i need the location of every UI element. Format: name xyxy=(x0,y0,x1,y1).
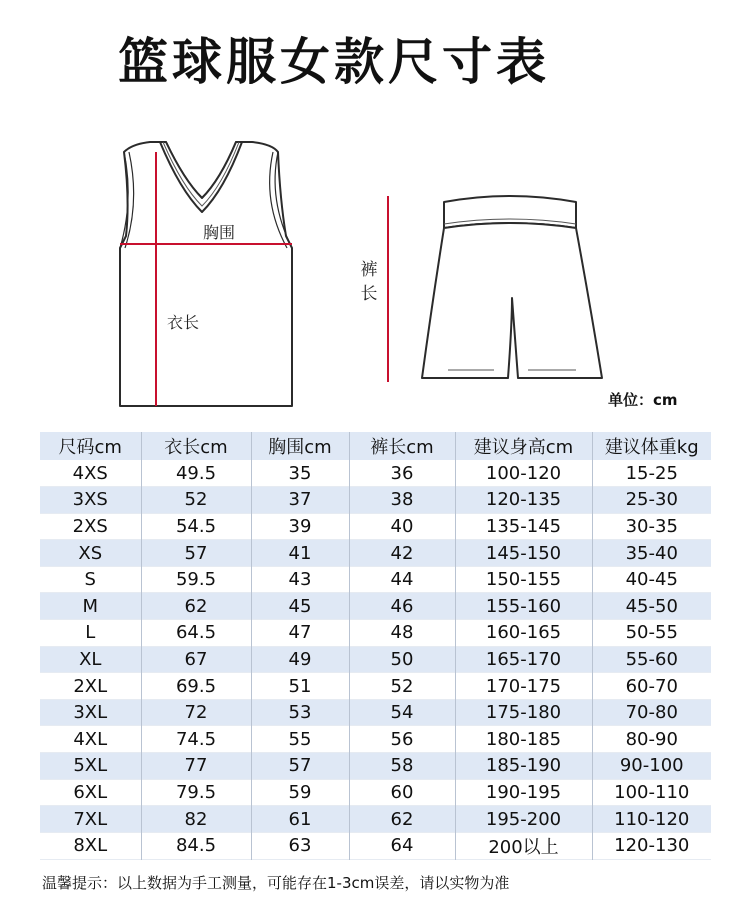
pants-length-label: 裤长 xyxy=(360,260,378,304)
cell-height: 135-145 xyxy=(455,513,592,540)
cell-weight: 25-30 xyxy=(625,489,678,511)
cell-pants: 36 xyxy=(349,460,455,487)
cell-height: 120-135 xyxy=(455,487,592,514)
cell-length: 54.5 xyxy=(141,513,251,540)
cell-length: 72 xyxy=(141,699,251,726)
table-row xyxy=(40,487,711,514)
cell-chest: 51 xyxy=(251,673,349,700)
cell-length: 59.5 xyxy=(141,566,251,593)
cell-size: 2XL xyxy=(40,673,141,700)
cell-length: 64.5 xyxy=(141,620,251,647)
header-weight: 建议体重kg xyxy=(604,437,699,458)
cell-length: 84.5 xyxy=(141,832,251,859)
cell-chest: 35 xyxy=(251,460,349,487)
cell-size: 7XL xyxy=(40,806,141,833)
cell-size: L xyxy=(40,620,141,647)
cell-chest: 37 xyxy=(251,487,349,514)
cell-length: 49.5 xyxy=(141,460,251,487)
cell-weight: 55-60 xyxy=(625,648,678,670)
size-table xyxy=(40,432,711,860)
cell-length: 67 xyxy=(141,646,251,673)
cell-pants: 60 xyxy=(349,779,455,806)
cell-weight: 50-55 xyxy=(625,622,678,644)
cell-size: S xyxy=(40,566,141,593)
cell-weight: 100-110 xyxy=(614,781,690,803)
cell-height: 185-190 xyxy=(455,753,592,780)
cell-size: 3XL xyxy=(40,699,141,726)
table-row xyxy=(40,726,711,753)
cell-chest: 53 xyxy=(251,699,349,726)
cell-size: 4XL xyxy=(40,726,141,753)
cell-length: 79.5 xyxy=(141,779,251,806)
table-row xyxy=(40,540,711,567)
cell-pants: 54 xyxy=(349,699,455,726)
jersey-illustration xyxy=(110,140,300,412)
cell-pants: 62 xyxy=(349,806,455,833)
table-row xyxy=(40,753,711,780)
cell-length: 62 xyxy=(141,593,251,620)
cell-pants: 40 xyxy=(349,513,455,540)
cell-chest: 49 xyxy=(251,646,349,673)
cell-chest: 61 xyxy=(251,806,349,833)
cell-length: 82 xyxy=(141,806,251,833)
table-row xyxy=(40,620,711,647)
cell-length: 77 xyxy=(141,753,251,780)
chest-label: 胸围 xyxy=(203,223,236,242)
cell-weight: 90-100 xyxy=(619,755,684,777)
cell-length: 57 xyxy=(141,540,251,567)
header-height: 建议身高cm xyxy=(455,432,592,460)
cell-chest: 41 xyxy=(251,540,349,567)
cell-height: 145-150 xyxy=(455,540,592,567)
cell-pants: 52 xyxy=(349,673,455,700)
cell-size: 2XS xyxy=(40,513,141,540)
unit-label: 单位：cm xyxy=(608,391,678,409)
cell-pants: 44 xyxy=(349,566,455,593)
cell-length: 69.5 xyxy=(141,673,251,700)
cell-weight: 120-130 xyxy=(614,835,690,857)
cell-length: 74.5 xyxy=(141,726,251,753)
cell-weight: 70-80 xyxy=(625,702,678,724)
pants-length-line xyxy=(384,196,392,382)
cell-height: 195-200 xyxy=(455,806,592,833)
cell-pants: 58 xyxy=(349,753,455,780)
cell-size: 5XL xyxy=(40,753,141,780)
cell-weight: 40-45 xyxy=(625,569,678,591)
cell-size: 3XS xyxy=(40,487,141,514)
cell-height: 165-170 xyxy=(455,646,592,673)
table-row xyxy=(40,460,711,487)
cell-pants: 50 xyxy=(349,646,455,673)
length-label: 衣长 xyxy=(167,313,200,332)
cell-height: 100-120 xyxy=(455,460,592,487)
header-length: 衣长cm xyxy=(141,432,251,460)
cell-weight: 45-50 xyxy=(625,595,678,617)
cell-chest: 57 xyxy=(251,753,349,780)
table-row xyxy=(40,566,711,593)
cell-pants: 56 xyxy=(349,726,455,753)
header-size: 尺码cm xyxy=(40,432,141,460)
header-pants: 裤长cm xyxy=(349,432,455,460)
cell-height: 170-175 xyxy=(455,673,592,700)
cell-size: 4XS xyxy=(40,460,141,487)
cell-height: 150-155 xyxy=(455,566,592,593)
cell-height: 190-195 xyxy=(455,779,592,806)
cell-weight: 60-70 xyxy=(625,675,678,697)
cell-length: 52 xyxy=(141,487,251,514)
cell-height: 160-165 xyxy=(455,620,592,647)
cell-pants: 42 xyxy=(349,540,455,567)
cell-weight: 80-90 xyxy=(625,728,678,750)
cell-pants: 38 xyxy=(349,487,455,514)
cell-weight: 30-35 xyxy=(625,515,678,537)
cell-height: 155-160 xyxy=(455,593,592,620)
cell-height: 200以上 xyxy=(455,832,592,859)
cell-weight: 110-120 xyxy=(614,808,690,830)
cell-pants: 46 xyxy=(349,593,455,620)
table-row xyxy=(40,646,711,673)
table-row xyxy=(40,513,711,540)
table-row xyxy=(40,593,711,620)
cell-pants: 48 xyxy=(349,620,455,647)
table-row xyxy=(40,806,711,833)
cell-chest: 55 xyxy=(251,726,349,753)
cell-pants: 64 xyxy=(349,832,455,859)
cell-size: M xyxy=(40,593,141,620)
table-header-row xyxy=(40,432,711,460)
header-chest: 胸围cm xyxy=(251,432,349,460)
table-row xyxy=(40,699,711,726)
cell-size: XS xyxy=(40,540,141,567)
shorts-illustration xyxy=(414,194,606,384)
table-row xyxy=(40,779,711,806)
cell-chest: 63 xyxy=(251,832,349,859)
cell-chest: 43 xyxy=(251,566,349,593)
cell-height: 180-185 xyxy=(455,726,592,753)
cell-chest: 45 xyxy=(251,593,349,620)
cell-weight: 35-40 xyxy=(625,542,678,564)
cell-size: 8XL xyxy=(40,832,141,859)
cell-size: XL xyxy=(40,646,141,673)
table-row xyxy=(40,832,711,859)
cell-chest: 47 xyxy=(251,620,349,647)
page-title: 篮球服女款尺寸表 xyxy=(118,33,550,91)
cell-chest: 39 xyxy=(251,513,349,540)
table-row xyxy=(40,673,711,700)
cell-chest: 59 xyxy=(251,779,349,806)
cell-height: 175-180 xyxy=(455,699,592,726)
cell-size: 6XL xyxy=(40,779,141,806)
disclaimer-note: 温馨提示：以上数据为手工测量，可能存在1-3cm误差，请以实物为准 xyxy=(42,874,510,892)
cell-weight: 15-25 xyxy=(625,462,678,484)
